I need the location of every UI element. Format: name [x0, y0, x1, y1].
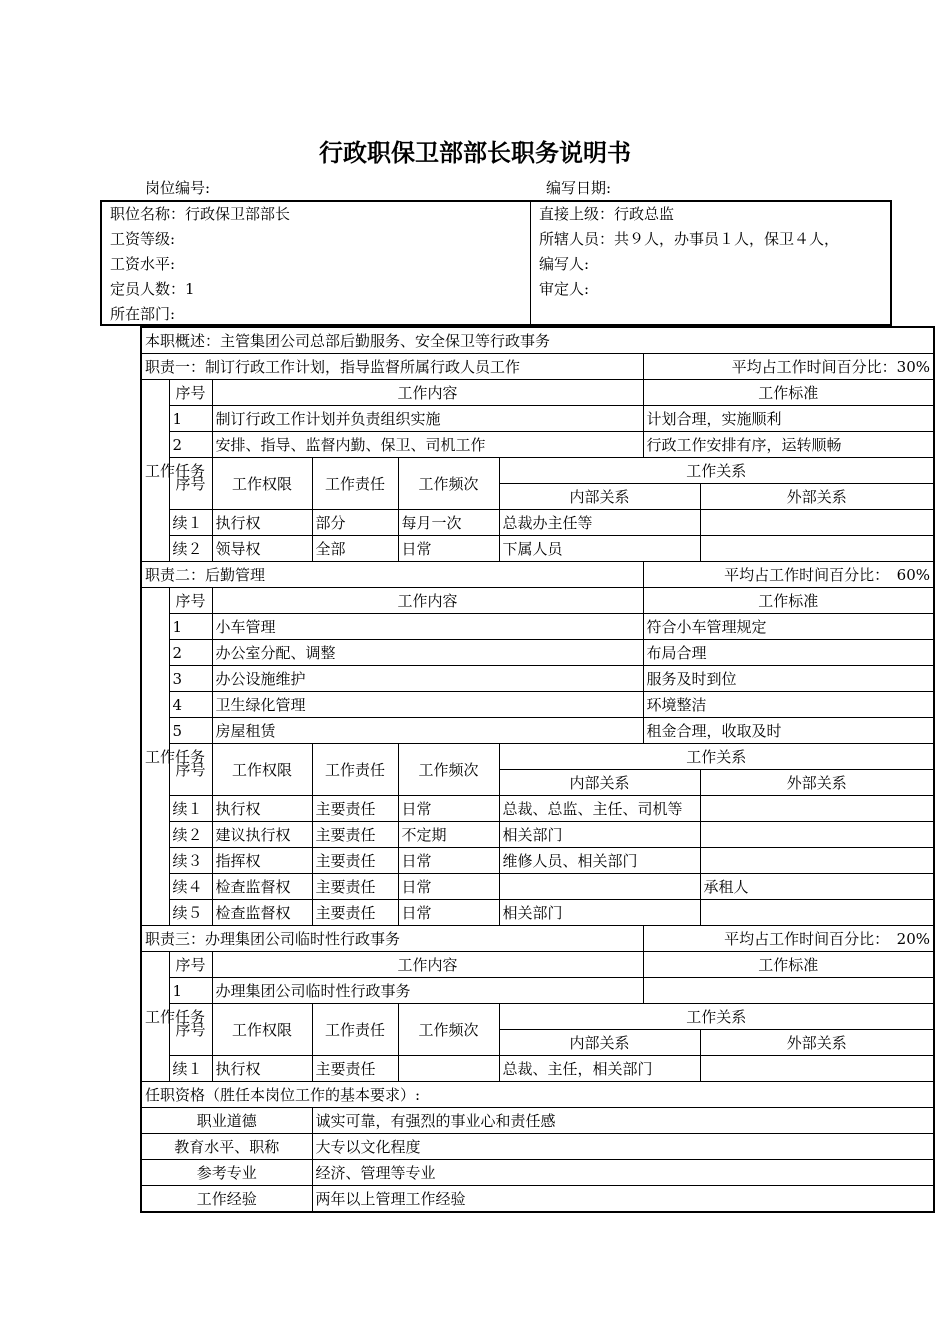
rel-frequency: 日常 — [398, 848, 499, 874]
task-content: 房屋租赁 — [212, 718, 643, 744]
rel-responsibility: 主要责任 — [312, 900, 398, 926]
responsibility-header: 工作责任 — [312, 458, 398, 510]
responsibility-header: 工作责任 — [312, 744, 398, 796]
rel-external — [700, 536, 934, 562]
qualification-value: 两年以上管理工作经验 — [312, 1186, 934, 1213]
rel-external — [700, 510, 934, 536]
rel-authority: 执行权 — [212, 510, 312, 536]
task-row — [141, 718, 934, 744]
authority-header: 工作权限 — [212, 1004, 312, 1056]
rel-external — [700, 822, 934, 848]
relation-row — [141, 848, 934, 874]
task-seq: 1 — [169, 978, 212, 1004]
seq-header: 序号 — [169, 744, 212, 796]
rel-responsibility: 主要责任 — [312, 822, 398, 848]
task-seq: 2 — [169, 432, 212, 458]
relation-header: 工作关系 — [499, 744, 934, 770]
task-row — [141, 640, 934, 666]
rel-internal: 总裁、总监、主任、司机等 — [499, 796, 700, 822]
seq-header: 序号 — [169, 952, 212, 978]
rel-external — [700, 848, 934, 874]
rel-authority: 领导权 — [212, 536, 312, 562]
qualification-row — [141, 1186, 934, 1213]
internal-header: 内部关系 — [499, 484, 700, 510]
standard-header: 工作标准 — [643, 588, 934, 614]
seq-header: 序号 — [169, 588, 212, 614]
rel-seq: 续１ — [169, 510, 212, 536]
task-standard: 符合小车管理规定 — [643, 614, 934, 640]
rel-internal: 相关部门 — [499, 900, 700, 926]
rel-internal: 相关部门 — [499, 822, 700, 848]
qualification-value: 诚实可靠，有强烈的事业心和责任感 — [312, 1108, 934, 1134]
task-label: 工作任务 — [141, 952, 169, 1082]
task-content: 制订行政工作计划并负责组织实施 — [212, 406, 643, 432]
qualification-row — [141, 1108, 934, 1134]
relation-row — [141, 822, 934, 848]
salary-grade: 工资等级: — [110, 230, 176, 248]
rel-authority: 执行权 — [212, 1056, 312, 1082]
seq-header: 序号 — [169, 458, 212, 510]
rel-seq: 续１ — [169, 796, 212, 822]
rel-frequency — [398, 1056, 499, 1082]
task-seq: 4 — [169, 692, 212, 718]
task-content: 卫生绿化管理 — [212, 692, 643, 718]
rel-seq: 续５ — [169, 900, 212, 926]
rel-internal: 下属人员 — [499, 536, 700, 562]
rel-responsibility: 主要责任 — [312, 848, 398, 874]
qualification-label: 工作经验 — [141, 1186, 312, 1213]
headcount: 定员人数：1 — [110, 280, 195, 298]
authority-header: 工作权限 — [212, 458, 312, 510]
position-info-box — [100, 200, 892, 326]
rel-internal: 总裁办主任等 — [499, 510, 700, 536]
rel-seq: 续２ — [169, 822, 212, 848]
rel-authority: 建议执行权 — [212, 822, 312, 848]
task-standard: 计划合理，实施顺利 — [643, 406, 934, 432]
task-content: 办公室分配、调整 — [212, 640, 643, 666]
rel-seq: 续４ — [169, 874, 212, 900]
external-header: 外部关系 — [700, 484, 934, 510]
position-info-right — [530, 202, 890, 324]
duty-title: 职责三：办理集团公司临时性行政事务 — [141, 926, 643, 952]
summary-row — [141, 327, 934, 354]
duty-percent: 平均占工作时间百分比： 20% — [643, 926, 934, 952]
rel-authority: 检查监督权 — [212, 874, 312, 900]
rel-authority: 检查监督权 — [212, 900, 312, 926]
rel-frequency: 日常 — [398, 796, 499, 822]
task-row — [141, 432, 934, 458]
task-seq: 2 — [169, 640, 212, 666]
relation-row — [141, 874, 934, 900]
qualification-title-row — [141, 1082, 934, 1108]
relation-header-row — [141, 458, 934, 484]
task-content: 安排、指导、监督内勤、保卫、司机工作 — [212, 432, 643, 458]
task-header-row — [141, 588, 934, 614]
rel-external — [700, 900, 934, 926]
content-header: 工作内容 — [212, 380, 643, 406]
rel-internal — [499, 874, 700, 900]
frequency-header: 工作频次 — [398, 458, 499, 510]
rel-frequency: 不定期 — [398, 822, 499, 848]
authority-header: 工作权限 — [212, 744, 312, 796]
rel-seq: 续２ — [169, 536, 212, 562]
external-header: 外部关系 — [700, 770, 934, 796]
write-date-label: 编写日期: — [546, 179, 612, 197]
duty-percent: 平均占工作时间百分比： 60% — [643, 562, 934, 588]
qualification-label: 教育水平、职称 — [141, 1134, 312, 1160]
rel-external — [700, 1056, 934, 1082]
task-standard: 环境整洁 — [643, 692, 934, 718]
duty-percent: 平均占工作时间百分比：30% — [643, 354, 934, 380]
relation-header-row — [141, 744, 934, 770]
writer: 编写人: — [539, 255, 590, 273]
duty-table — [140, 326, 935, 1213]
rel-seq: 续１ — [169, 1056, 212, 1082]
qualification-row — [141, 1134, 934, 1160]
rel-responsibility: 全部 — [312, 536, 398, 562]
approver: 审定人: — [539, 280, 590, 298]
task-label: 工作任务 — [141, 588, 169, 926]
rel-external — [700, 796, 934, 822]
qualification-row — [141, 1160, 934, 1186]
task-content: 小车管理 — [212, 614, 643, 640]
qualification-value: 经济、管理等专业 — [312, 1160, 934, 1186]
rel-frequency: 日常 — [398, 900, 499, 926]
qualification-label: 职业道德 — [141, 1108, 312, 1134]
subordinates: 所辖人员：共９人，办事员１人，保卫４人， — [539, 230, 840, 248]
responsibility-header: 工作责任 — [312, 1004, 398, 1056]
frequency-header: 工作频次 — [398, 744, 499, 796]
task-standard: 行政工作安排有序，运转顺畅 — [643, 432, 934, 458]
position-info-left — [102, 202, 530, 324]
relation-row — [141, 536, 934, 562]
duty-header-row — [141, 354, 934, 380]
task-header-row — [141, 380, 934, 406]
task-row — [141, 692, 934, 718]
standard-header: 工作标准 — [643, 380, 934, 406]
job-summary: 本职概述：主管集团公司总部后勤服务、安全保卫等行政事务 — [141, 327, 934, 354]
direct-superior: 直接上级：行政总监 — [539, 205, 675, 223]
qualification-title: 任职资格（胜任本岗位工作的基本要求）: — [141, 1082, 934, 1108]
task-seq: 1 — [169, 614, 212, 640]
task-row — [141, 666, 934, 692]
duty-header-row — [141, 562, 934, 588]
task-row — [141, 614, 934, 640]
task-standard: 服务及时到位 — [643, 666, 934, 692]
duty-header-row — [141, 926, 934, 952]
relation-row — [141, 796, 934, 822]
task-standard: 布局合理 — [643, 640, 934, 666]
department: 所在部门: — [110, 305, 176, 323]
rel-responsibility: 主要责任 — [312, 1056, 398, 1082]
rel-frequency: 每月一次 — [398, 510, 499, 536]
rel-seq: 续３ — [169, 848, 212, 874]
task-row — [141, 978, 934, 1004]
relation-header: 工作关系 — [499, 1004, 934, 1030]
rel-responsibility: 主要责任 — [312, 874, 398, 900]
rel-frequency: 日常 — [398, 536, 499, 562]
frequency-header: 工作频次 — [398, 1004, 499, 1056]
rel-authority: 执行权 — [212, 796, 312, 822]
rel-frequency: 日常 — [398, 874, 499, 900]
post-number-label: 岗位编号: — [145, 179, 211, 197]
rel-internal: 维修人员、相关部门 — [499, 848, 700, 874]
position-name: 职位名称：行政保卫部部长 — [110, 205, 291, 223]
rel-responsibility: 部分 — [312, 510, 398, 536]
content-header: 工作内容 — [212, 588, 643, 614]
page-title: 行政职保卫部部长职务说明书 — [319, 139, 631, 167]
task-standard: 租金合理，收取及时 — [643, 718, 934, 744]
task-standard — [643, 978, 934, 1004]
qualification-label: 参考专业 — [141, 1160, 312, 1186]
task-seq: 3 — [169, 666, 212, 692]
internal-header: 内部关系 — [499, 770, 700, 796]
rel-responsibility: 主要责任 — [312, 796, 398, 822]
internal-header: 内部关系 — [499, 1030, 700, 1056]
external-header: 外部关系 — [700, 1030, 934, 1056]
rel-authority: 指挥权 — [212, 848, 312, 874]
rel-internal: 总裁、主任，相关部门 — [499, 1056, 700, 1082]
seq-header: 序号 — [169, 1004, 212, 1056]
task-seq: 1 — [169, 406, 212, 432]
duty-title: 职责二：后勤管理 — [141, 562, 643, 588]
relation-row — [141, 900, 934, 926]
rel-external: 承租人 — [700, 874, 934, 900]
relation-row — [141, 510, 934, 536]
task-content: 办理集团公司临时性行政事务 — [212, 978, 643, 1004]
content-header: 工作内容 — [212, 952, 643, 978]
duty-title: 职责一：制订行政工作计划，指导监督所属行政人员工作 — [141, 354, 643, 380]
relation-header-row — [141, 1004, 934, 1030]
task-header-row — [141, 952, 934, 978]
task-label: 工作任务 — [141, 380, 169, 562]
relation-row — [141, 1056, 934, 1082]
task-content: 办公设施维护 — [212, 666, 643, 692]
relation-header: 工作关系 — [499, 458, 934, 484]
task-row — [141, 406, 934, 432]
task-seq: 5 — [169, 718, 212, 744]
salary-level: 工资水平: — [110, 255, 176, 273]
qualification-value: 大专以文化程度 — [312, 1134, 934, 1160]
standard-header: 工作标准 — [643, 952, 934, 978]
seq-header: 序号 — [169, 380, 212, 406]
